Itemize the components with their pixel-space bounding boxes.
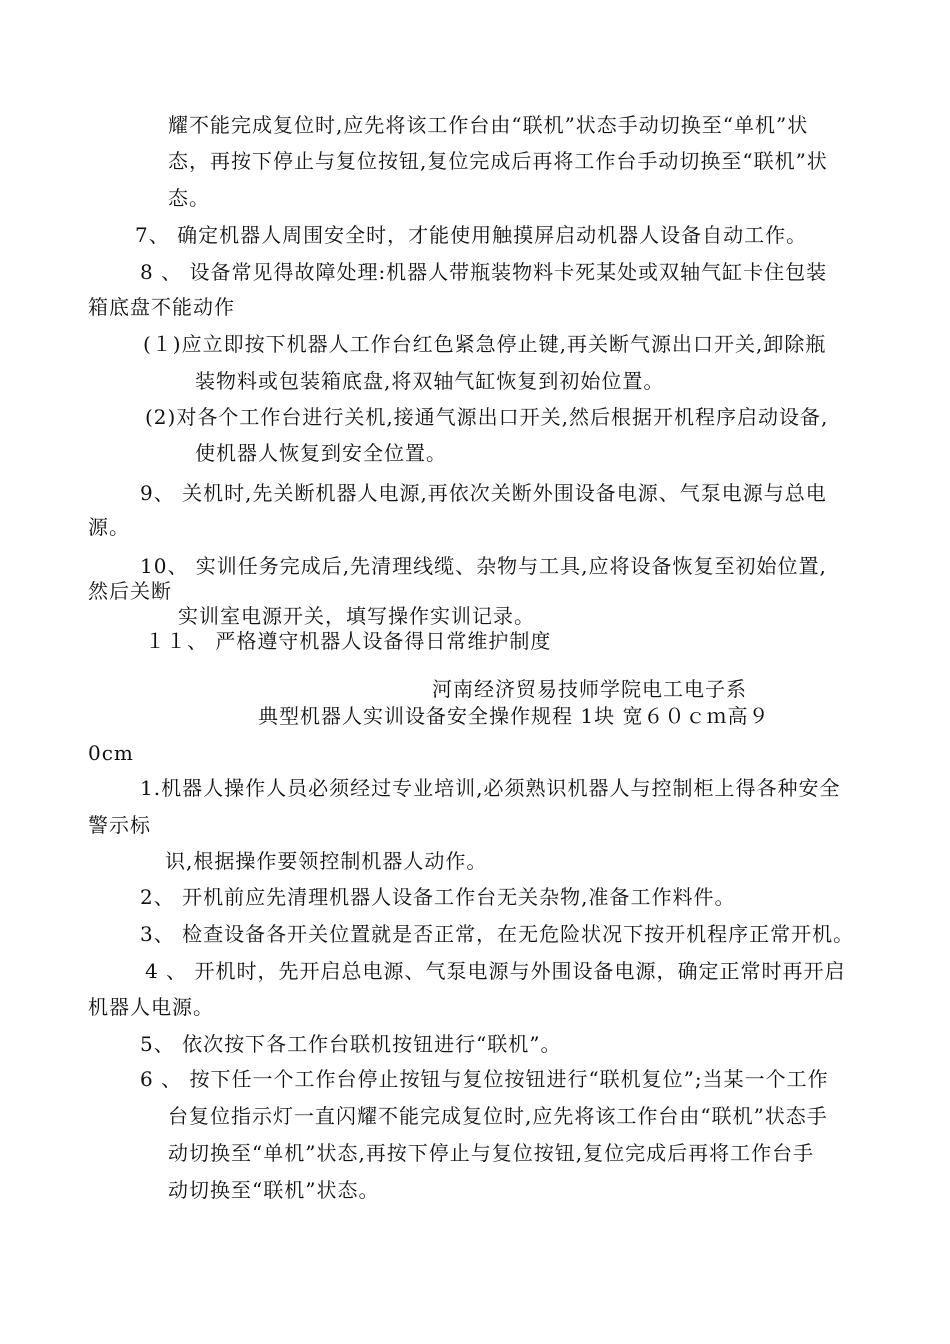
sub-item-2-line-2: 使机器人恢复到安全位置。: [195, 441, 447, 465]
item-9-line-1: 9、 关机时,先关断机器人电源,再依次关断外围设备电源、气泵电源与总电: [140, 481, 827, 505]
rule-4-line-1: 4 、 开机时，先开启总电源、气泵电源与外围设备电源，确定正常时再开启: [145, 959, 846, 983]
rule-6-line-2: 台复位指示灯一直闪耀不能完成复位时,应先将该工作台由“联机”状态手: [168, 1104, 828, 1128]
rule-4-line-2: 机器人电源。: [88, 995, 214, 1019]
item-9-line-2: 源。: [88, 515, 130, 539]
item-7: 7、 确定机器人周围安全时，才能使用触摸屏启动机器人设备自动工作。: [135, 223, 808, 247]
rule-6-line-3: 动切换至“单机”状态,再按下停止与复位按钮,复位完成后再将工作台手: [168, 1141, 815, 1165]
rule-6-line-1: 6 、 按下任一个工作台停止按钮与复位按钮进行“联机复位”;当某一个工作: [140, 1067, 829, 1091]
item-8-line-2: 箱底盘不能动作: [88, 295, 235, 319]
sub-item-1-line-2: 装物料或包装箱底盘,将双轴气缸恢复到初始位置。: [195, 369, 665, 393]
document-title: 典型机器人实训设备安全操作规程 1块 宽６０ｃｍ高９: [258, 704, 770, 728]
continuation-line-3: 态。: [168, 186, 210, 210]
sub-item-1-line-1: (１)应立即按下机器人工作台红色紧急停止键,再关断气源出口开关,卸除瓶: [143, 332, 827, 356]
rule-3: 3、 检查设备各开关位置就是否正常，在无危险状况下按开机程序正常开机。: [140, 922, 855, 946]
rule-2: 2、 开机前应先清理机器人设备工作台无关杂物,准备工作料件。: [140, 885, 736, 909]
continuation-line-2: 态，再按下停止与复位按钮,复位完成后再将工作台手动切换至“联机”状: [168, 149, 828, 173]
rule-6-line-4: 动切换至“联机”状态。: [168, 1178, 380, 1202]
item-10-line-2: 然后关断: [88, 579, 172, 603]
item-10-line-1: 10、 实训任务完成后,先清理线缆、杂物与工具,应将设备恢复至初始位置,: [140, 554, 827, 578]
item-8-line-1: 8 、 设备常见得故障处理:机器人带瓶装物料卡死某处或双轴气缸卡住包装: [140, 260, 828, 284]
rule-5: 5、 依次按下各工作台联机按钮进行“联机”。: [140, 1032, 562, 1056]
sub-item-2-line-1: (2)对各个工作台进行关机,接通气源出口开关,然后根据开机程序启动设备,: [145, 405, 829, 429]
rule-1-line-2: 警示标: [88, 813, 151, 837]
institution-name: 河南经济贸易技师学院电工电子系: [432, 677, 747, 701]
item-10-line-3: 实训室电源开关，填写操作实训记录。: [178, 604, 535, 628]
continuation-line-1: 耀不能完成复位时,应先将该工作台由“联机”状态手动切换至“单机”状: [168, 113, 809, 137]
item-11: １１、 严格遵守机器人设备得日常维护制度: [145, 629, 552, 653]
document-title-continued: 0cm: [88, 741, 134, 765]
rule-1-line-3: 识,根据操作要领控制机器人动作。: [165, 849, 488, 873]
rule-1-line-1: 1.机器人操作人员必须经过专业培训,必须熟识机器人与控制柜上得各种安全: [140, 776, 841, 800]
